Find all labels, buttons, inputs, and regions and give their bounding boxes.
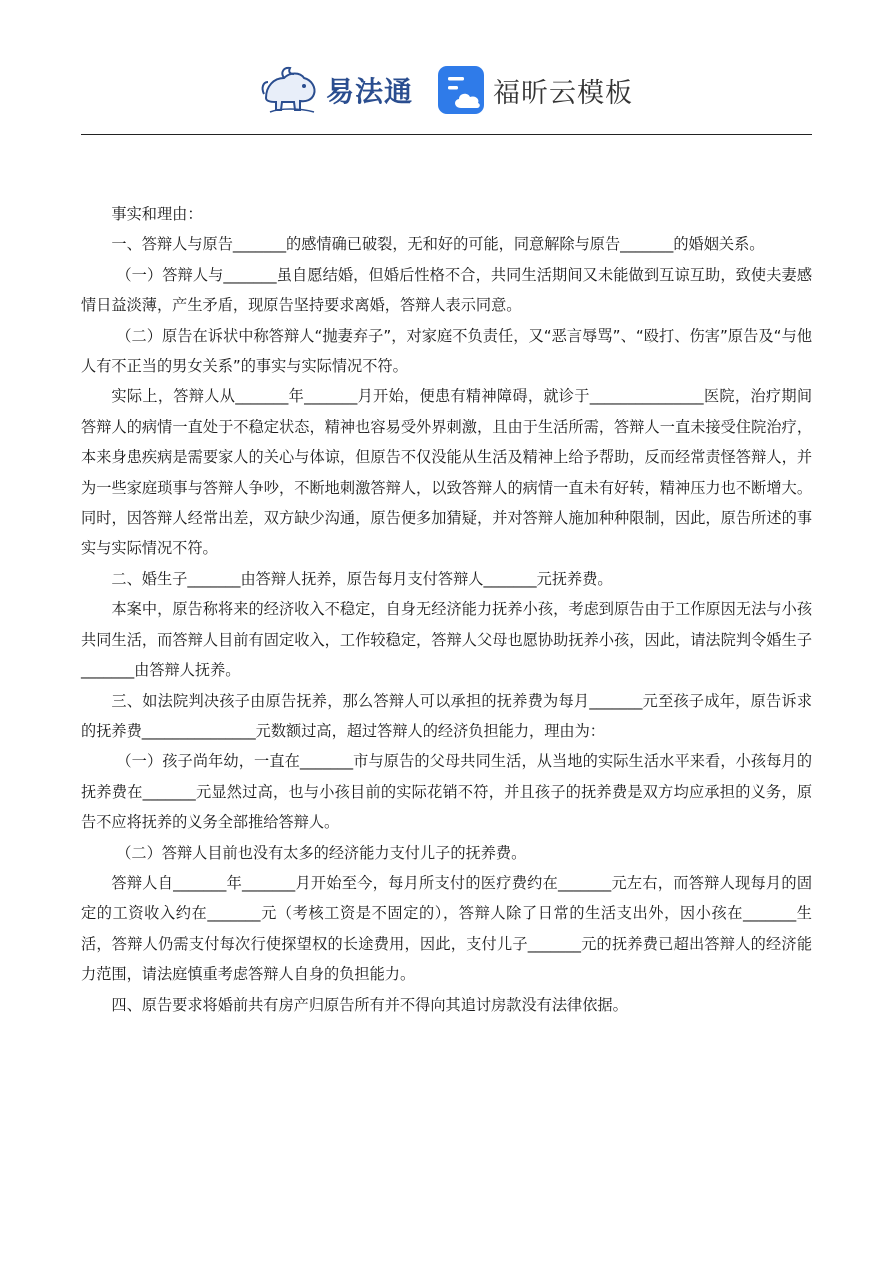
paragraph: 答辩人自_______年_______月开始至今，每月所支付的医疗费约在_______元左右，而答辩人现每月的固定的工资收入约在_______元（考核工资是不固定的），答辩人除了日常的生活支出外，因小孩在_______生活，答辩人仍需支付每次行使探望权的长途费用，因此，支付儿子_______元的抚养费已超出答辩人的经济能力范围，请法庭慎重考虑答辩人自身的负担能力。 (81, 873, 812, 984)
paragraph: （二）答辩人目前也没有太多的经济能力支付儿子的抚养费。 (111, 843, 527, 862)
paragraph: 三、如法院判决孩子由原告抚养，那么答辩人可以承担的抚养费为每月_______元至孩子成年，原告诉求的抚养费_______________元数额过高，超过答辩人的经济负担能力，理由为： (81, 691, 812, 740)
document-body (81, 199, 812, 1020)
page-header (0, 55, 893, 125)
paragraph: 四、原告要求将婚前共有房产归原告所有并不得向其追讨房款没有法律依据。 (111, 995, 628, 1014)
paragraph: 二、婚生子_______由答辩人抚养，原告每月支付答辩人_______元抚养费。 (111, 569, 613, 588)
yifatong-wordmark: 易法通 (325, 75, 413, 108)
yifatong-brand (260, 64, 413, 116)
header-divider (81, 134, 812, 135)
paragraph: （一）答辩人与_______虽自愿结婚，但婚后性格不合，共同生活期间又未能做到互谅互助，致使夫妻感情日益淡薄，产生矛盾，现原告坚持要求离婚，答辩人表示同意。 (81, 265, 813, 315)
paragraph: 一、答辩人与原告_______的感情确已破裂，无和好的可能，同意解除与原告_______的婚姻关系。 (111, 235, 765, 254)
foxit-template-brand (437, 64, 633, 116)
cloud-document-icon (437, 64, 487, 116)
section-heading: 事实和理由： (111, 205, 203, 223)
paragraph: 本案中，原告称将来的经济收入不稳定，自身无经济能力抚养小孩，考虑到原告由于工作原因无法与小孩共同生活，而答辩人目前有固定收入，工作较稳定，答辩人父母也愿协助抚养小孩，因此，请法院判令婚生子_______由答辩人抚养。 (81, 600, 812, 680)
paragraph: （二）原告在诉状中称答辩人“抛妻弃子”，对家庭不负责任，又“恶言辱骂”、“殴打、伤害”原告及“与他人有不正当的男女关系”的事实与实际情况不符。 (81, 326, 813, 376)
lion-mascot-logo-icon (260, 64, 320, 116)
paragraph: 实际上，答辩人从_______年_______月开始，便患有精神障碍，就诊于_______________医院，治疗期间答辩人的病情一直处于不稳定状态，精神也容易受外界刺激，且由于生活所需，答辩人一直未接受住院治疗，本来身患疾病是需要家人的关心与体谅，但原告不仅没能从生活及精神上给予帮助，反而经常责怪答辩人，并为一些家庭琐事与答辩人争吵，不断地刺激答辩人，以致答辩人的病情一直未有好转，精神压力也不断增大。同时，因答辩人经常出差，双方缺少沟通，原告便多加猜疑，并对答辩人施加种种限制，因此，原告所述的事实与实际情况不符。 (81, 387, 812, 558)
foxit-template-wordmark: 福昕云模板 (493, 77, 633, 109)
paragraph: （一）孩子尚年幼，一直在_______市与原告的父母共同生活，从当地的实际生活水平来看，小孩每月的抚养费在_______元显然过高，也与小孩目前的实际花销不符，并且孩子的抚养费是双方均应承担的义务，原告不应将抚养的义务全部推给答辩人。 (81, 752, 813, 832)
